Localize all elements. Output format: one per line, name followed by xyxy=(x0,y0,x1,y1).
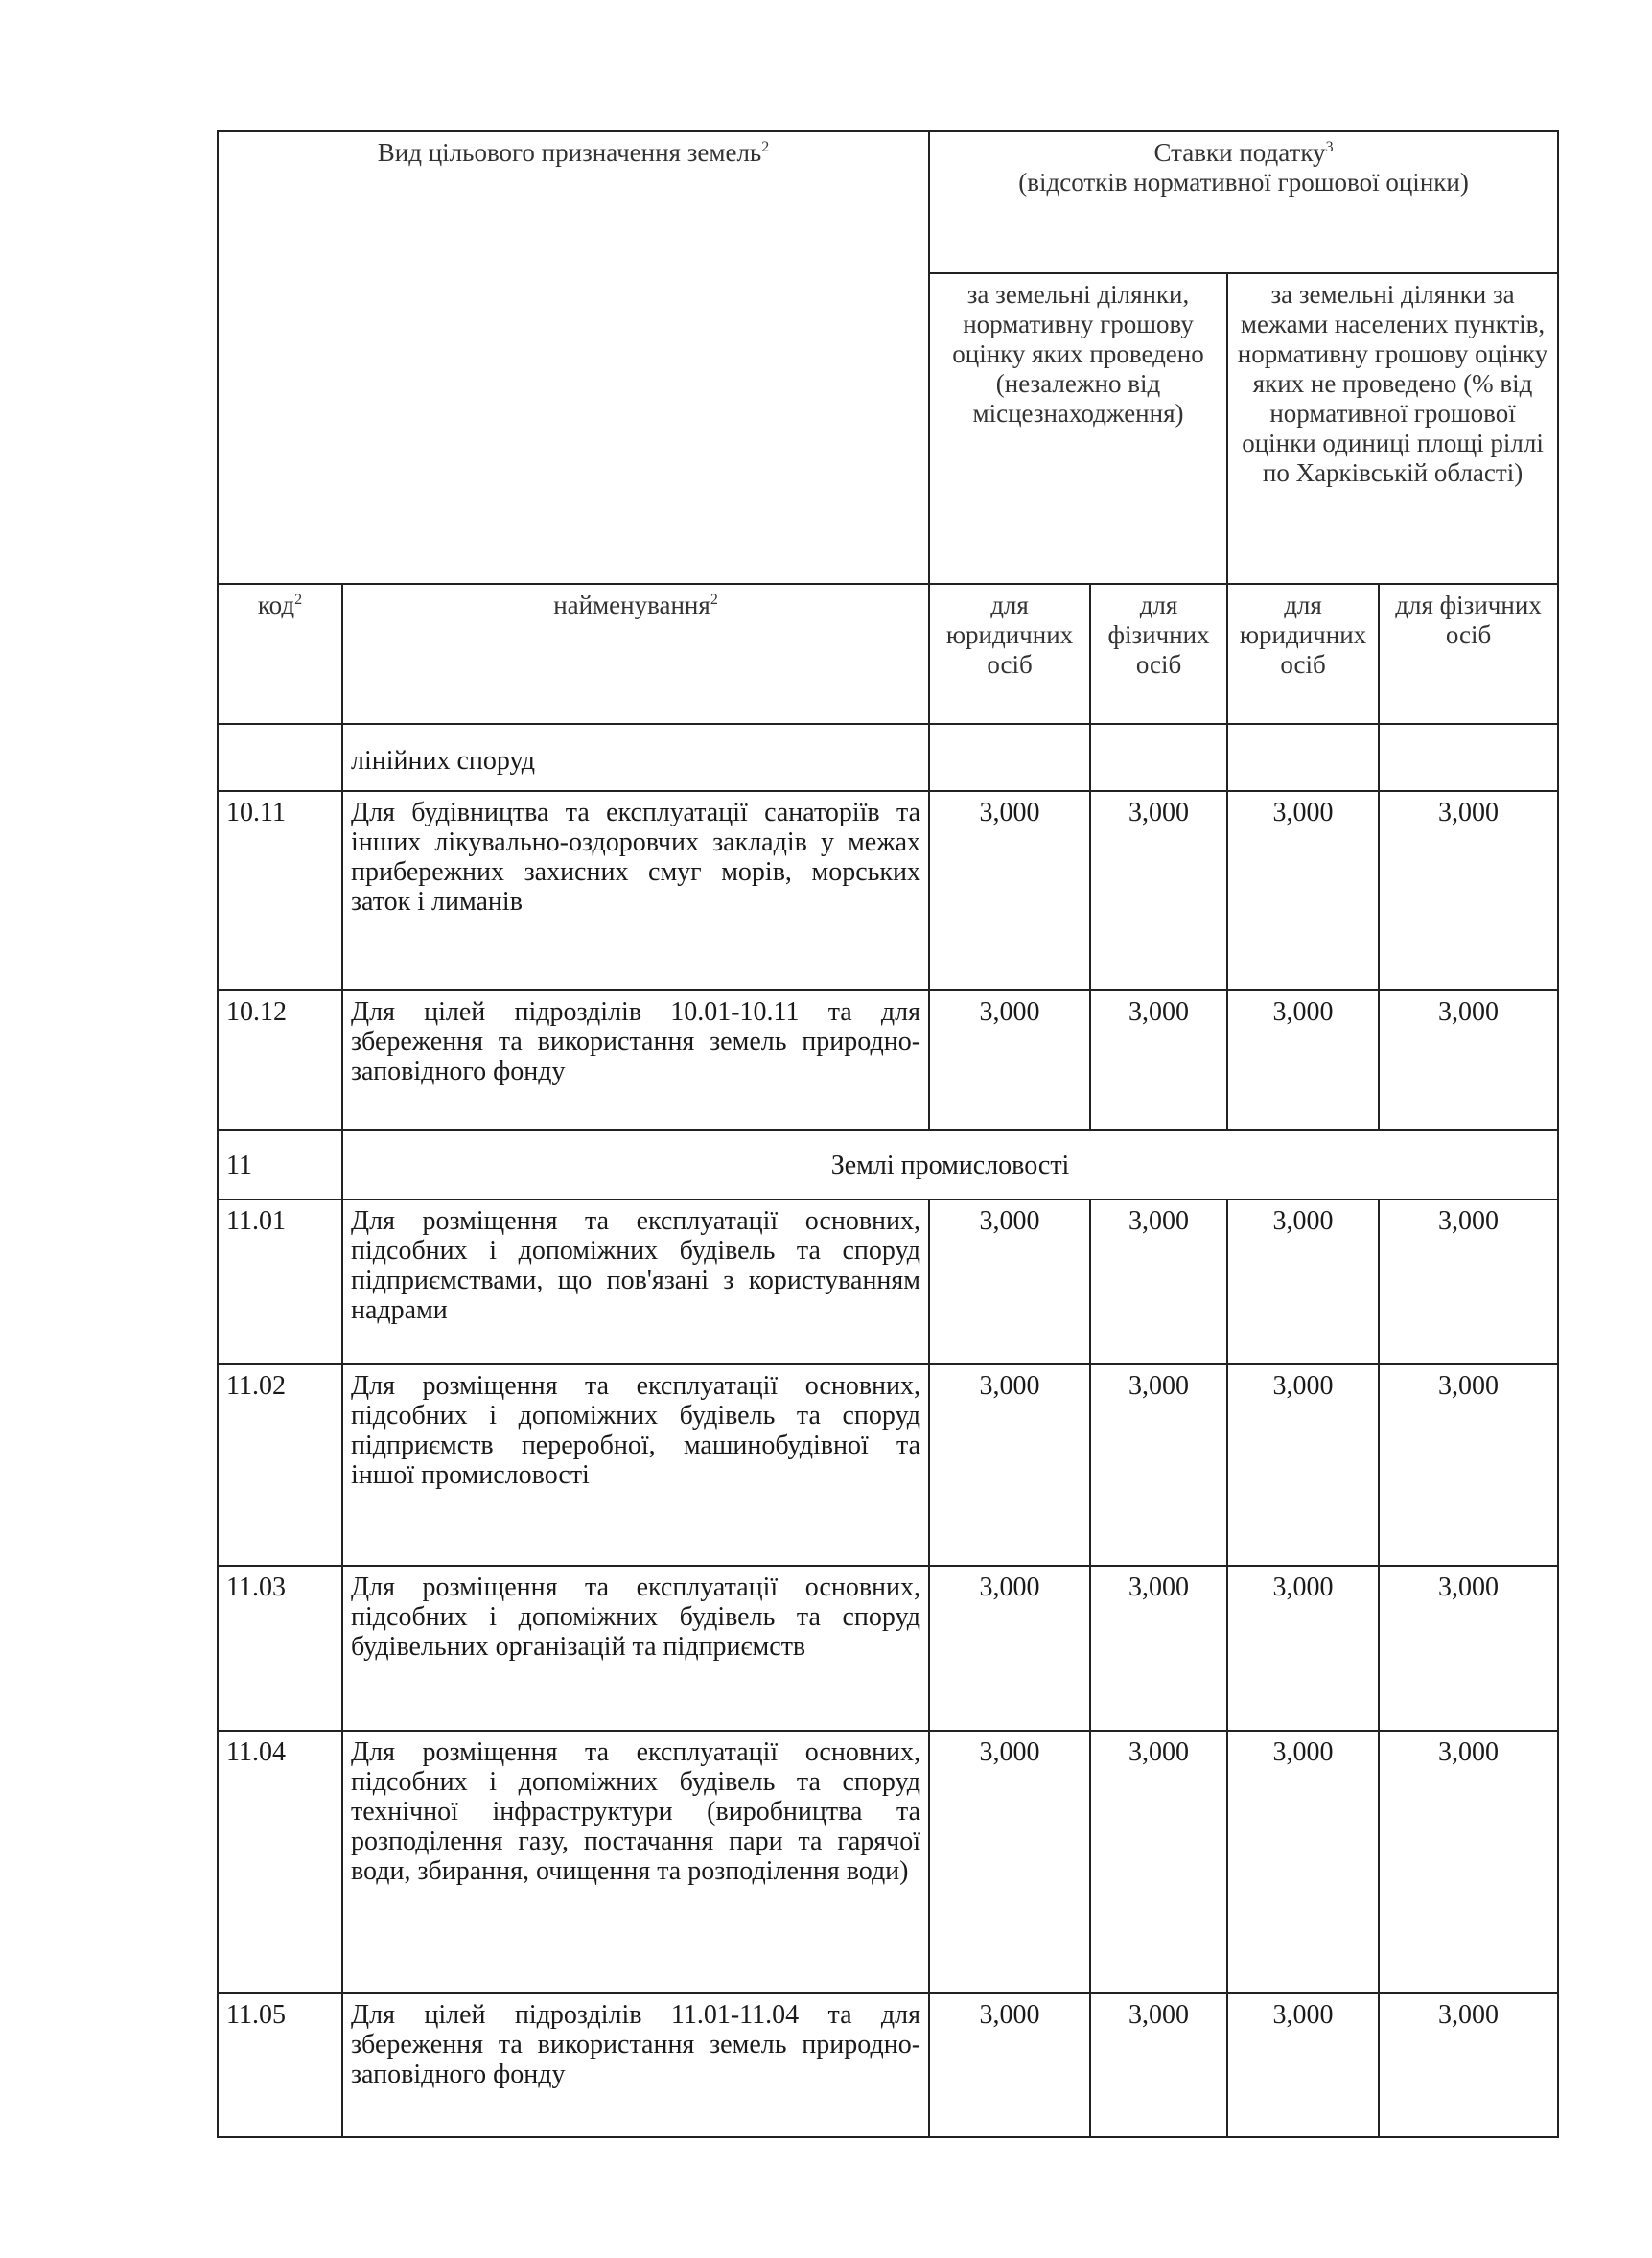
row-value: 3,000 xyxy=(1090,1199,1227,1364)
tax-rates-header: Ставки податку$^3$ (відсотків нормативної грошової оцінки) xyxy=(929,131,1558,273)
land-tax-rates-table xyxy=(217,130,1559,2138)
row-name: Для розміщення та експлуатації основних, підсобних і допоміжних будівель та споруд підприємствами, що пов'язані з користуванням надрами xyxy=(342,1199,929,1364)
row-name: Для будівництва та експлуатації санаторіїв та інших лікувально-оздоровчих закладів у межах прибережних захисних смуг морів, морських заток і лиманів xyxy=(342,791,929,990)
row-code: 10.12 xyxy=(218,990,342,1130)
row-value: 3,000 xyxy=(1379,1566,1558,1731)
row-value: 3,000 xyxy=(1379,990,1558,1130)
row-value: 3,000 xyxy=(1090,1566,1227,1731)
row-code: 11.02 xyxy=(218,1364,342,1566)
row-value: 3,000 xyxy=(929,1199,1090,1364)
name-header: найменування$^2$ xyxy=(342,584,929,724)
row-value: 3,000 xyxy=(929,1566,1090,1731)
section-code: 11 xyxy=(218,1130,342,1199)
row-value: 3,000 xyxy=(929,791,1090,990)
legal-entities-header-2: для юридичних осіб xyxy=(1227,584,1379,724)
row-value: 3,000 xyxy=(1227,1566,1379,1731)
code-header: код$^2$ xyxy=(218,584,342,724)
row-value: 3,000 xyxy=(1379,1364,1558,1566)
section-row xyxy=(218,1130,1558,1199)
table-row xyxy=(218,1199,1558,1364)
row-code: 11.03 xyxy=(218,1566,342,1731)
row-value: 3,000 xyxy=(1227,1731,1379,1993)
row-code: 11.04 xyxy=(218,1731,342,1993)
row-name: Для розміщення та експлуатації основних, підсобних і допоміжних будівель та споруд будівельних організацій та підприємств xyxy=(342,1566,929,1731)
row-value: 3,000 xyxy=(1090,1364,1227,1566)
assessed-plots-header: за земельні ділянки, нормативну грошову оцінку яких проведено (незалежно від місцезнаходження) xyxy=(929,273,1227,584)
continuation-name: лінійних споруд xyxy=(342,724,929,791)
row-name: Для розміщення та експлуатації основних, підсобних і допоміжних будівель та споруд технічної інфраструктури (виробництва та розподілення газу, постачання пари та гарячої води, збирання, очищення та розподілення води) xyxy=(342,1731,929,1993)
row-value: 3,000 xyxy=(1227,791,1379,990)
row-code: 11.05 xyxy=(218,1993,342,2137)
row-value: 3,000 xyxy=(1090,990,1227,1130)
row-name: Для цілей підрозділів 10.01-10.11 та для збереження та використання земель природно-заповідного фонду xyxy=(342,990,929,1130)
row-value: 3,000 xyxy=(929,1364,1090,1566)
row-value: 3,000 xyxy=(1379,1199,1558,1364)
row-value: 3,000 xyxy=(1090,791,1227,990)
row-code: 11.01 xyxy=(218,1199,342,1364)
row-value: 3,000 xyxy=(1227,990,1379,1130)
row-value: 3,000 xyxy=(929,1731,1090,1993)
individuals-header-2: для фізичних осіб xyxy=(1379,584,1558,724)
table-row xyxy=(218,1566,1558,1731)
table-row xyxy=(218,1993,1558,2137)
row-value: 3,000 xyxy=(1227,1993,1379,2137)
row-name: Для цілей підрозділів 11.01-11.04 та для збереження та використання земель природно-заповідного фонду xyxy=(342,1993,929,2137)
row-value: 3,000 xyxy=(1379,1993,1558,2137)
row-value: 3,000 xyxy=(1379,1731,1558,1993)
table-row xyxy=(218,1731,1558,1993)
section-title: Землі промисловості xyxy=(342,1130,1558,1199)
row-value: 3,000 xyxy=(929,990,1090,1130)
row-value: 3,000 xyxy=(1227,1364,1379,1566)
individuals-header: для фізичних осіб xyxy=(1090,584,1227,724)
continuation-code-cell xyxy=(218,724,342,791)
not-assessed-plots-header: за земельні ділянки за межами населених пунктів, нормативну грошову оцінку яких не проведено (% від нормативної грошової оцінки одиниці площі ріллі по Харківській області) xyxy=(1227,273,1558,584)
table-row xyxy=(218,791,1558,990)
land-purpose-header: Вид цільового призначення земель$^2$ xyxy=(218,131,929,584)
row-name: Для розміщення та експлуатації основних, підсобних і допоміжних будівель та споруд підприємств переробної, машинобудівної та іншої промисловості xyxy=(342,1364,929,1566)
table-row xyxy=(218,990,1558,1130)
row-value: 3,000 xyxy=(1090,1993,1227,2137)
table-row xyxy=(218,1364,1558,1566)
row-value: 3,000 xyxy=(1379,791,1558,990)
row-value: 3,000 xyxy=(929,1993,1090,2137)
legal-entities-header: для юридичних осіб xyxy=(929,584,1090,724)
row-value: 3,000 xyxy=(1090,1731,1227,1993)
row-value: 3,000 xyxy=(1227,1199,1379,1364)
row-code: 10.11 xyxy=(218,791,342,990)
